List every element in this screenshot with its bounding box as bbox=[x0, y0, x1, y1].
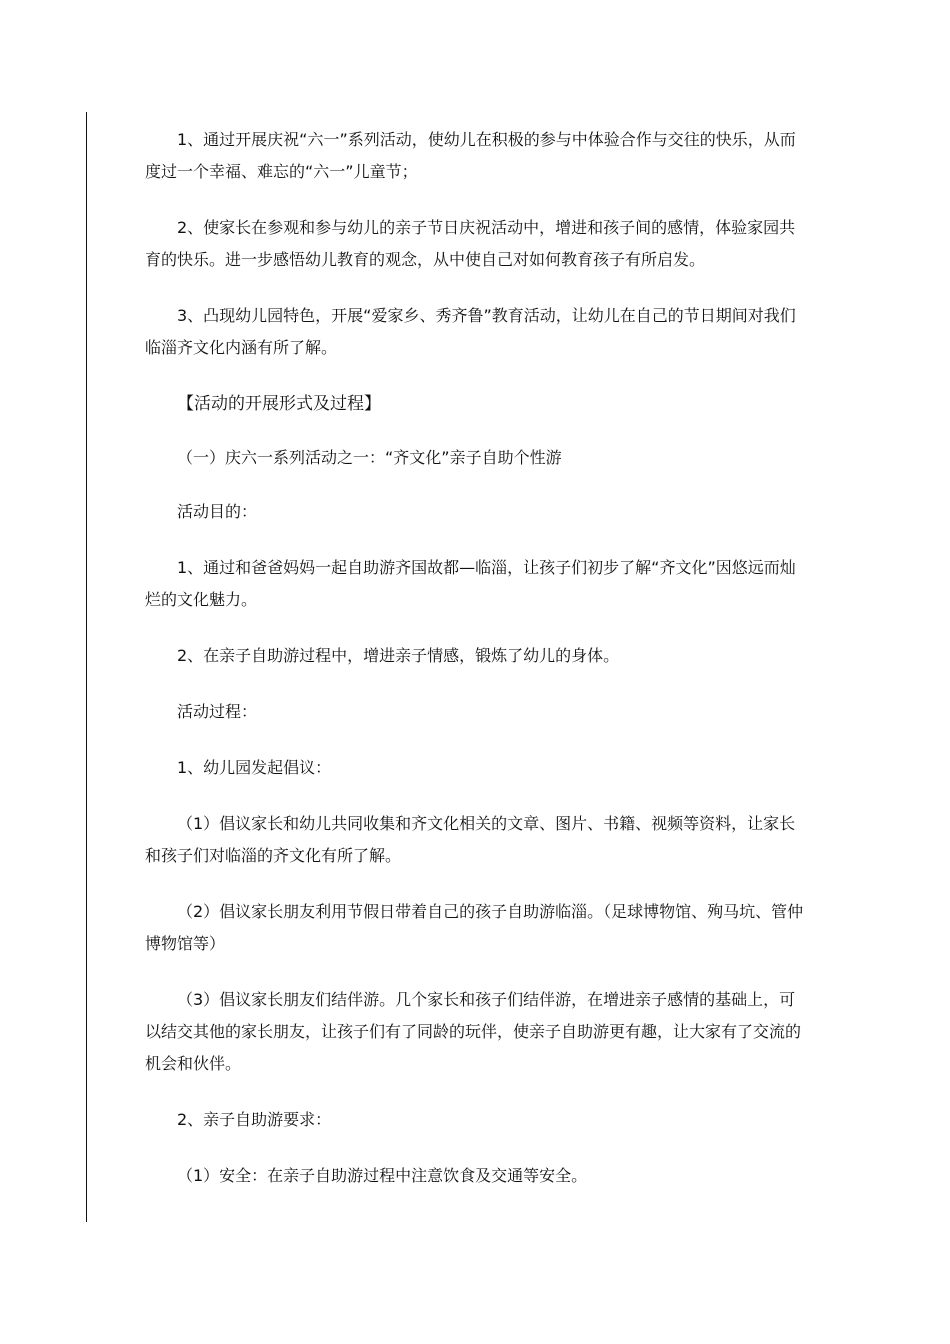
purpose-item-2: 2、在亲子自助游过程中，增进亲子情感，锻炼了幼儿的身体。 bbox=[177, 646, 620, 665]
process-step-2: 2、亲子自助游要求： bbox=[177, 1110, 332, 1129]
paragraph-goal-2: 2、使家长在参观和参与幼儿的亲子节日庆祝活动中，增进和孩子间的感情，体验家园共育的快乐。进一步感悟幼儿教育的观念，从中使自己对如何教育孩子有所启发。 bbox=[145, 218, 796, 269]
left-margin-rule bbox=[86, 112, 87, 1222]
activity-purpose-label: 活动目的： bbox=[177, 502, 258, 521]
document-body bbox=[145, 124, 810, 1192]
requirement-item-1: （1）安全：在亲子自助游过程中注意饮食及交通等安全。 bbox=[177, 1166, 588, 1185]
activity-process-label: 活动过程： bbox=[177, 702, 258, 721]
purpose-item-1: 1、通过和爸爸妈妈一起自助游齐国故都—临淄，让孩子们初步了解“齐文化”因悠远而灿烂的文化魅力。 bbox=[145, 558, 796, 609]
paragraph-goal-1: 1、通过开展庆祝“六一”系列活动，使幼儿在积极的参与中体验合作与交往的快乐，从而度过一个幸福、难忘的“六一”儿童节； bbox=[145, 130, 796, 181]
subsection-title: （一）庆六一系列活动之一：“齐文化”亲子自助个性游 bbox=[177, 448, 562, 467]
proposal-item-1: （1）倡议家长和幼儿共同收集和齐文化相关的文章、图片、书籍、视频等资料，让家长和孩子们对临淄的齐文化有所了解。 bbox=[145, 814, 796, 865]
proposal-item-2: （2）倡议家长朋友利用节假日带着自己的孩子自助游临淄。（足球博物馆、殉马坑、管仲博物馆等） bbox=[145, 902, 804, 953]
section-heading: 【活动的开展形式及过程】 bbox=[177, 394, 381, 414]
process-step-1: 1、幼儿园发起倡议： bbox=[177, 758, 332, 777]
proposal-item-3: （3）倡议家长朋友们结伴游。几个家长和孩子们结伴游，在增进亲子感情的基础上，可以结交其他的家长朋友，让孩子们有了同龄的玩伴，使亲子自助游更有趣，让大家有了交流的机会和伙伴。 bbox=[145, 990, 802, 1073]
paragraph-goal-3: 3、凸现幼儿园特色，开展“爱家乡、秀齐鲁”教育活动，让幼儿在自己的节日期间对我们临淄齐文化内涵有所了解。 bbox=[145, 306, 796, 357]
